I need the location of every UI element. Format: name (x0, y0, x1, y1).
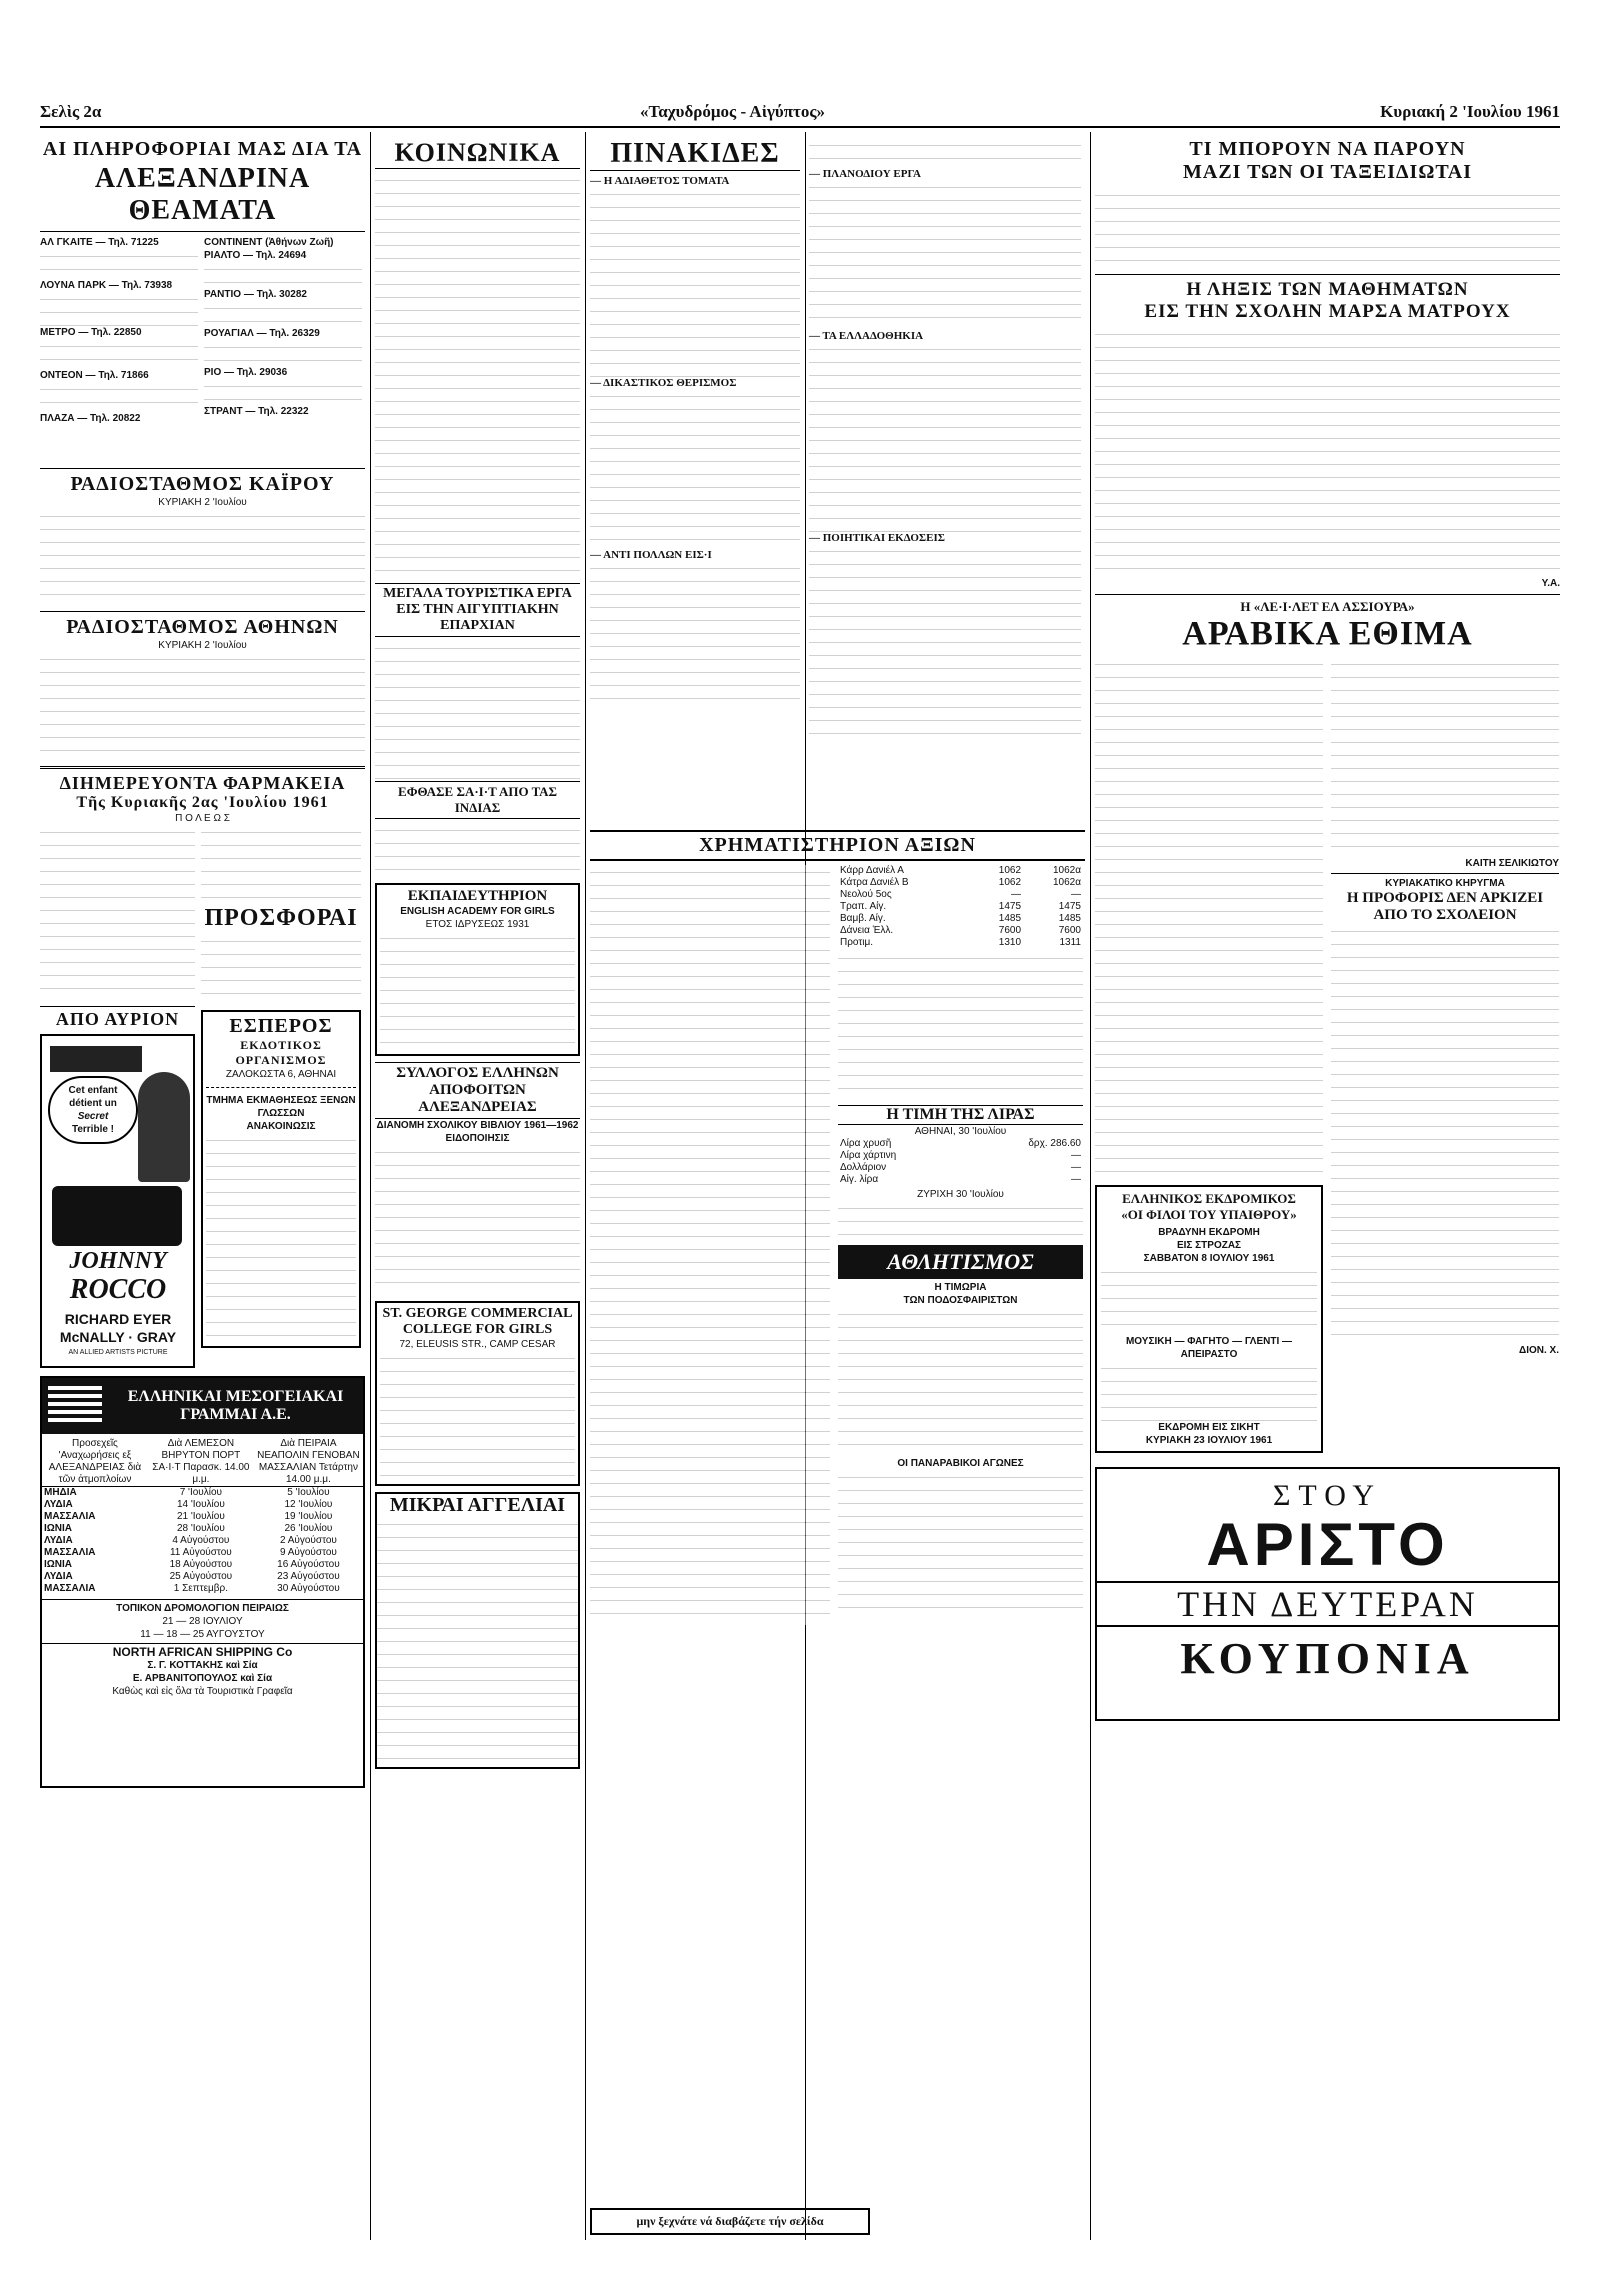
stock-row: Νεολού 5ος — — (840, 889, 1081, 900)
currency-row: Λίρα χάρτινη — (840, 1150, 1081, 1161)
newspaper-page (40, 40, 1560, 2240)
movie-cast: McNALLY · GRAY (59, 1329, 177, 1345)
theatre-heading-line2: ΑΛΕΞΑΝΔΡΙΝΑ ΘΕΑΜΑΤΑ (94, 163, 311, 226)
cinema-entry: ΡΟΥΑΓΙΑΛ — Τηλ. 26329 (204, 328, 320, 339)
radio-cairo-date: ΚΥΡΙΑΚΗ 2 'Ιουλίου (158, 497, 247, 508)
column-divider (1090, 132, 1091, 2240)
cinema-entry: ΑΛ ΓΚΑΙΤΕ — Τηλ. 71225 (40, 237, 159, 248)
syllogos-title: ΣΥΛΛΟΓΟΣ ΕΛΛΗΝΩΝ ΑΠΟΦΟΙΤΩΝ ΑΛΕΞΑΝΔΡΕΙΑΣ (375, 1062, 580, 1119)
cinema-list-left (40, 236, 198, 464)
shipping-row: ΛΥΔΙΑ 25 Αὐγούστου 23 Αὐγούστου (44, 1571, 340, 1582)
from-tomorrow-label: ΑΠΟ ΑΥΡΙΟΝ (40, 1006, 195, 1030)
flag-icon (48, 1386, 102, 1426)
column-entertainment (40, 132, 365, 2240)
shipping-row: ΛΥΔΙΑ 14 'Ιουλίου 12 'Ιουλίου (44, 1499, 333, 1510)
pinakides-heading: ΠΙΝΑΚΙΔΕΣ (590, 138, 800, 171)
article-author: ΚΑΙΤΗ ΣΕΛΙΚΙΩΤΟΥ (1465, 858, 1559, 869)
st-george-ad: ST. GEORGE COMMERCIAL COLLEGE FOR GIRLS 72, ELEUSIS STR., CAMP CESAR (375, 1301, 580, 1486)
classified-ads (375, 1492, 580, 1769)
travel-tips-title: ΤΙ ΜΠΟΡΟΥΝ ΝΑ ΠΑΡΟΥΝ (1189, 138, 1466, 160)
shipping-agent: Ε. ΑΡΒΑΝΙΤΟΠΟΥΛΟΣ καὶ Σία (132, 1673, 273, 1684)
sermon-text (1331, 924, 1559, 1344)
esperos-subtitle: ΕΚΔΟΤΙΚΟΣ ΟΡΓΑΝΙΣΜΟΣ (235, 1038, 327, 1067)
stock-row: Δάνεια Ἑλλ. 7600 7600 (840, 925, 1081, 936)
speech-bubble: Cet enfant détient un Secret Terrible ! (48, 1076, 138, 1144)
masthead-rule (40, 126, 1560, 128)
arabic-customs-text (1095, 657, 1323, 1177)
movie-title: ROCCO (69, 1274, 167, 1305)
local-route-title: ΤΟΠΙΚΟΝ ΔΡΟΜΟΛΟΓΙΟΝ ΠΕΙΡΑΙΩΣ (116, 1603, 289, 1614)
pharmacies-city: Π Ο Λ Ε Ω Σ (175, 813, 230, 824)
arabic-customs-title: ΑΡΑΒΙΚΑ ΕΘΙΜΑ (1182, 615, 1473, 652)
radio-athens-date: ΚΥΡΙΑΚΗ 2 'Ιουλίου (158, 640, 247, 651)
said-text (375, 823, 580, 877)
column-notes-right (805, 132, 1085, 822)
page-number: Σελὶς 2α (40, 102, 102, 121)
cinema-list-right (204, 236, 362, 464)
notes-section: — Η ΑΔΙΑΘΕΤΟΣ ΤΟΜΑΤΑ (590, 175, 730, 187)
stock-table (838, 865, 1083, 949)
currency-row: Αἰγ. λίρα — (840, 1174, 1081, 1185)
shipping-row: ΜΑΣΣΑΛΙΑ 21 'Ιουλίου 19 'Ιουλίου (44, 1511, 333, 1522)
levlet-kicker: Η «ΛΕ·Ι·ΛΕΤ ΕΛ ΑΣΣΙΟΥΡΑ» (1240, 599, 1415, 614)
shipping-row: ΙΩΝΙΑ 28 'Ιουλίου 26 'Ιουλίου (44, 1523, 333, 1534)
shipping-row: ΜΑΣΣΑΛΙΑ 11 Αὐγούστου 9 Αὐγούστου (44, 1547, 337, 1558)
shipping-ad: ΕΛΛΗΝΙΚΑΙ ΜΕΣΟΓΕΙΑΚΑΙ ΓΡΑΜΜΑΙ Α.Ε. Προσεχεῖς 'Αναχωρήσεις εξ ΑΛΕΞΑΝΔΡΕΙΑΣ διὰ τῶν ἀτμοπλοίων Διὰ ΛΕΜΕΣΟΝ ΒΗΡΥΤΟΝ ΠΟΡΤ ΣΑ·Ι·Τ Παρασκ. 14.00 μ.μ. Διὰ ΠΕΙΡΑΙΑ ΝΕΑΠΟΛΙΝ ΓΕΝΟΒΑΝ ΜΑΣΣΑΛΙΑΝ Τετάρτην 14.00 μ.μ. ΜΗΔΙΑ 7 'Ιουλίου 5 'Ιουλίου ΛΥΔΙΑ 14 'Ιουλίου 12 'Ιουλίου ΜΑΣΣΑΛΙΑ 21 'Ιουλίου 19 'Ιουλίου ΙΩΝΙΑ 28 'Ιουλίου 26 'Ιουλίου ΛΥΔΙΑ 4 Αὐγούστου 2 Αὐγούστου ΜΑΣΣΑΛΙΑ 11 Αὐγούστου 9 Αὐγούστου ΙΩΝΙΑ 18 Αὐγούστου 16 Αὐγούστου ΛΥΔΙΑ 25 Αὐγούστου 23 Αὐγούστου ΜΑΣΣΑΛΙΑ 1 Σεπτεμβρ. 30 Αὐγούστου ΤΟΠΙΚΟΝ ΔΡΟΜΟΛΟΓΙΟΝ ΠΕΙΡΑΙΩΣ 21 — 28 ΙΟΥΛΙΟΥ 11 — 18 — 25 ΑΥΓΟΥΣΤΟΥ NORTH AFRICAN SHIPPING Co Σ. Γ. ΚΟΤΤΑΚΗΣ καὶ Σία Ε. ΑΡΒΑΝΙΤΟΠΟΥΛΟΣ καὶ Σία Καθὼς καὶ εἰς ὅλα τὰ Τουριστικὰ Γραφεῖα (40, 1376, 365, 1788)
issue-date: Κυριακή 2 'Ιουλίου 1961 (1380, 102, 1560, 121)
shipping-row: ΜΑΣΣΑΛΙΑ 1 Σεπτεμβρ. 30 Αὐγούστου (44, 1583, 340, 1594)
aristo-ad: ΣΤΟΥ ΑΡΙΣΤΟ ΤΗΝ ΔΕΥΤΕΡΑΝ ΚΟΥΠΟΝΙΑ (1095, 1467, 1560, 1721)
stock-row: Κάρρ Δανιέλ Α 1062 1062α (840, 865, 1081, 876)
cinema-entry: ΡΑΝΤΙΟ — Τηλ. 30282 (204, 289, 307, 300)
pharmacy-list (201, 825, 361, 903)
esperos-title: ΕΣΠΕΡΟΣ (229, 1015, 333, 1037)
column-divider (370, 132, 371, 2240)
movie-cast: RICHARD EYER (64, 1311, 172, 1327)
shipping-header: ΕΛΛΗΝΙΚΑΙ ΜΕΣΟΓΕΙΑΚΑΙ ΓΡΑΜΜΑΙ Α.Ε. (42, 1378, 363, 1434)
radio-athens-schedule (40, 652, 365, 762)
shipping-row: ΙΩΝΙΑ 18 Αὐγούστου 16 Αὐγούστου (44, 1559, 340, 1570)
theatre-heading-line1: ΑΙ ΠΛΗΡΟΦΟΡΙΑΙ ΜΑΣ ΔΙΑ ΤΑ (42, 138, 363, 160)
shipping-agent: NORTH AFRICAN SHIPPING Co (112, 1645, 293, 1659)
esperos-text (206, 1133, 356, 1343)
cinema-entry: ΣΤΡΑΝΤ — Τηλ. 22322 (204, 406, 309, 417)
movie-ad-johnny-rocco (40, 1034, 195, 1368)
stock-list-left (590, 865, 830, 1625)
masthead (40, 102, 1560, 124)
cinema-entry: CONTINENT (Ἀθήνων Ζωῆ) (204, 237, 334, 248)
school-text (1095, 327, 1560, 577)
travel-tips-title: ΜΑΖΙ ΤΩΝ ΟΙ ΤΑΞΕΙΔΙΩΤΑΙ (1183, 161, 1472, 183)
article-signature: Υ.Α. (1541, 578, 1560, 589)
stock-row: Βαμβ. Αίγ. 1485 1485 (840, 913, 1081, 924)
stock-row: Τραπ. Αίγ. 1475 1475 (840, 901, 1081, 912)
shipping-row: ΜΗΔΙΑ 7 'Ιουλίου 5 'Ιουλίου (44, 1487, 330, 1498)
pharmacy-list (40, 825, 195, 1001)
notes-section: — ΠΟΙΗΤΙΚΑΙ ΕΚΔΟΣΕΙΣ (809, 532, 945, 544)
movie-title: JOHNNY (69, 1248, 167, 1274)
pharmacies-subtitle: Τῆς Κυριακῆς 2ας 'Ιουλίου 1961 (76, 794, 329, 811)
currency-row: Λίρα χρυσῆ δρχ. 286.60 (840, 1138, 1081, 1149)
esperos-ad (201, 1010, 361, 1348)
currency-table (838, 1138, 1083, 1186)
notes-section: — ΤΑ ΕΛΛΑΔΟΘΗΚΙΑ (809, 330, 924, 342)
stock-row: Προτιμ. 1310 1311 (840, 937, 1081, 948)
classified-title: ΜΙΚΡΑΙ ΑΓΓΕΛΙΑΙ (389, 1494, 566, 1516)
poster-figure (138, 1072, 190, 1182)
travel-tips-text (1095, 188, 1560, 270)
cinema-entry: ΛΟΥΝΑ ΠΑΡΚ — Τηλ. 73938 (40, 280, 173, 291)
column-features: ΤΙ ΜΠΟΡΟΥΝ ΝΑ ΠΑΡΟΥΝ ΜΑΖΙ ΤΩΝ ΟΙ ΤΑΞΕΙΔΙΩΤΑΙ Η ΛΗΞΙΣ ΤΩΝ ΜΑΘΗΜΑΤΩΝ ΕΙΣ ΤΗΝ ΣΧΟΛΗΝ ΜΑΡΣΑ ΜΑΤΡΟΥΧ Υ.Α. Η «ΛΕ·Ι·ΛΕΤ ΕΛ ΑΣΣΙΟΥΡΑ» ΑΡΑΒΙΚΑ ΕΘΙΜΑ ΕΛΛΗΝΙΚΟΣ ΕΚΔΡΟΜΙΚΟΣ «ΟΙ ΦΙΛΟΙ ΤΟΥ ΥΠΑΙΘΡΟΥ» ΒΡΑΔΥΝΗ ΕΚΔΡΟΜΗ ΕΙΣ ΣΤΡΟΖΑΣ ΣΑΒΒΑΤΟΝ 8 ΙΟΥΛΙΟΥ 1961 ΜΟΥΣΙΚΗ — ΦΑΓΗΤΟ — ΓΛΕΝΤΙ — ΑΠΕΙΡΑΣΤΟ ΕΚΔΡΟΜΗ ΕΙΣ ΣΙΚΗΤ ΚΥΡΙΑΚΗ 23 ΙΟΥΛΙΟΥ 1961 ΚΑΙΤΗ ΣΕΛΙΚΙΩΤΟΥ ΚΥΡΙΑΚΑΤΙΚΟ ΚΗΡΥΓΜΑ Η ΠΡΟΦΟΡΙΣ ΔΕΝ ΑΡΚΙΖΕΙ ΑΠΟ ΤΟ ΣΧΟΛΕΙΟΝ ΔΙΟΝ. Χ. ΣΤΟΥ ΑΡΙΣΤΟ ΤΗΝ ΔΕΥΤΕΡΑΝ ΚΟΥΠΟΝΙΑ (1095, 132, 1560, 2240)
tourism-text (375, 641, 580, 781)
cinema-entry: ΠΛΑΖΑ — Τηλ. 20822 (40, 413, 141, 424)
esperos-department: ΤΜΗΜΑ ΕΚΜΑΘΗΣΕΩΣ ΞΕΝΩΝ ΓΛΩΣΣΩΝ (206, 1095, 356, 1119)
prosfora-title: ΠΡΟΣΦΟΡΑΙ (204, 905, 358, 931)
newspaper-title: «Ταχυδρόμος - Αἰγύπτος» (640, 102, 826, 121)
poster-figure (52, 1186, 182, 1246)
notes-section: — ΑΝΤΙ ΠΟΛΛΩΝ ΕΙΣ·Ι (590, 549, 712, 561)
shipping-agent: Σ. Γ. ΚΟΤΤΑΚΗΣ καὶ Σία (147, 1660, 258, 1671)
currency-row: Δολλάριον — (840, 1162, 1081, 1173)
tourism-title: ΜΕΓΑΛΑ ΤΟΥΡΙΣΤΙΚΑ ΕΡΓΑ ΕΙΣ ΤΗΝ ΑΙΓΥΠΤΙΑΚΗΝ ΕΠΑΡΧΙΑΝ (375, 583, 580, 637)
cinema-entry: ΟΝΤΕΟΝ — Τηλ. 71866 (40, 370, 149, 381)
bottom-notice: μην ξεχνάτε νά διαβάζετε τήν σελίδα (590, 2208, 870, 2235)
sport-title: ΑΘΛΗΤΙΣΜΟΣ (838, 1245, 1083, 1279)
social-news-text (375, 173, 580, 583)
cinema-listings (40, 236, 365, 464)
english-academy-ad: ΕΚΠΑΙΔΕΥΤΗΡΙΟΝ ENGLISH ACADEMY FOR GIRLS ΕΤΟΣ ΙΔΡΥΣΕΩΣ 1931 (375, 883, 580, 1056)
shipping-row: ΛΥΔΙΑ 4 Αὐγούστου 2 Αὐγούστου (44, 1535, 337, 1546)
notes-section: — ΔΙΚΑΣΤΙΚΟΣ ΘΕΡΙΣΜΟΣ (590, 377, 737, 389)
movie-studio: AN ALLIED ARTISTS PICTURE (68, 1349, 168, 1356)
column-social: ΚΟΙΝΩΝΙΚΑ ΜΕΓΑΛΑ ΤΟΥΡΙΣΤΙΚΑ ΕΡΓΑ ΕΙΣ ΤΗΝ ΑΙΓΥΠΤΙΑΚΗΝ ΕΠΑΡΧΙΑΝ ΕΦΘΑΣΕ ΣΑ·Ι·Τ ΑΠΟ ΤΑΣ ΙΝΔΙΑΣ ΕΚΠΑΙΔΕΥΤΗΡΙΟΝ ENGLISH ACADEMY FOR GIRLS ΕΤΟΣ ΙΔΡΥΣΕΩΣ 1931 ΣΥΛΛΟΓΟΣ ΕΛΛΗΝΩΝ ΑΠΟΦΟΙΤΩΝ ΑΛΕΞΑΝΔΡΕΙΑΣ ΔΙΑΝΟΜΗ ΣΧΟΛΙΚΟΥ ΒΙΒΛΙΟΥ 1961—1962 ΕΙΔΟΠΟΙΗΣΙΣ ST. GEORGE COMMERCIAL COLLEGE FOR GIRLS 72, ELEUSIS STR., CAMP CESAR ΜΙΚΡΑΙ ΑΓΓΕΛΙΑΙ (375, 132, 580, 2240)
sermon-title: ΑΠΟ ΤΟ ΣΧΟΛΕΙΟΝ (1373, 907, 1517, 923)
shipping-table: Προσεχεῖς 'Αναχωρήσεις εξ ΑΛΕΞΑΝΔΡΕΙΑΣ διὰ τῶν ἀτμοπλοίων Διὰ ΛΕΜΕΣΟΝ ΒΗΡΥΤΟΝ ΠΟΡΤ ΣΑ·Ι·Τ Παρασκ. 14.00 μ.μ. Διὰ ΠΕΙΡΑΙΑ ΝΕΑΠΟΛΙΝ ΓΕΝΟΒΑΝ ΜΑΣΣΑΛΙΑΝ Τετάρτην 14.00 μ.μ. ΜΗΔΙΑ 7 'Ιουλίου 5 'Ιουλίου ΛΥΔΙΑ 14 'Ιουλίου 12 'Ιουλίου ΜΑΣΣΑΛΙΑ 21 'Ιουλίου 19 'Ιουλίου ΙΩΝΙΑ 28 'Ιουλίου 26 'Ιουλίου ΛΥΔΙΑ 4 Αὐγούστου 2 Αὐγούστου ΜΑΣΣΑΛΙΑ 11 Αὐγούστου 9 Αὐγούστου ΙΩΝΙΑ 18 Αὐγούστου 16 Αὐγούστου ΛΥΔΙΑ 25 Αὐγούστου 23 Αὐγούστου ΜΑΣΣΑΛΙΑ 1 Σεπτεμβρ. 30 Αὐγούστου (42, 1438, 363, 1595)
syllogos-text (375, 1145, 580, 1295)
sermon-title: Η ΠΡΟΦΟΡΙΣ ΔΕΝ ΑΡΚΙΖΕΙ (1346, 890, 1544, 906)
pharmacies-title: ΔΙΗΜΕΡΕΥΟΝΤΑ ΦΑΡΜΑΚΕΙΑ (59, 773, 346, 793)
excursion-ad: ΕΛΛΗΝΙΚΟΣ ΕΚΔΡΟΜΙΚΟΣ «ΟΙ ΦΙΛΟΙ ΤΟΥ ΥΠΑΙΘΡΟΥ» ΒΡΑΔΥΝΗ ΕΚΔΡΟΜΗ ΕΙΣ ΣΤΡΟΖΑΣ ΣΑΒΒΑΤΟΝ 8 ΙΟΥΛΙΟΥ 1961 ΜΟΥΣΙΚΗ — ΦΑΓΗΤΟ — ΓΛΕΝΤΙ — ΑΠΕΙΡΑΣΤΟ ΕΚΔΡΟΜΗ ΕΙΣ ΣΙΚΗΤ ΚΥΡΙΑΚΗ 23 ΙΟΥΛΙΟΥ 1961 (1095, 1185, 1323, 1453)
said-title: ΕΦΘΑΣΕ ΣΑ·Ι·Τ ΑΠΟ ΤΑΣ ΙΝΔΙΑΣ (375, 781, 580, 819)
radio-athens-title: ΡΑΔΙΟΣΤΑΘΜΟΣ ΑΘΗΝΩΝ (66, 616, 339, 638)
school-title: ΕΙΣ ΤΗΝ ΣΧΟΛΗΝ ΜΑΡΣΑ ΜΑΤΡΟΥΧ (1144, 301, 1511, 322)
stock-row: Κάτρα Δανιέλ Β 1062 1062α (840, 877, 1081, 888)
stock-exchange: ΧΡΗΜΑΤΙΣΤΗΡΙΟΝ ΑΞΙΩΝ Κάρρ Δανιέλ Α 1062 1062α Κάτρα Δανιέλ Β 1062 1062α Νεολού 5ος — — Τραπ. Αίγ. 1475 1475 Βαμβ. Αίγ. 1485 1485 Δάνεια Ἑλλ. 7600 7600 Προτιμ. 1310 1311 Η ΤΙΜΗ ΤΗΣ ΛΙΡΑΣ ΑΘΗΝΑΙ, 30 'Ιουλίου Λίρα χρυσῆ δρχ. 286.60 Λίρα χάρτινη — Δολλάριον — Αἰγ. λίρα — ΖΥΡΙΧΗ 30 'Ιουλίου ΑΘΛΗΤΙΣΜΟΣ Η ΤΙΜΩΡΙΑ ΤΩΝ ΠΟΔΟΣΦΑΙΡΙΣΤΩΝ ΟΙ ΠΑΝΑΡΑΒΙΚΟΙ ΑΓΩΝΕΣ (590, 830, 1085, 1625)
cinema-entry: ΡΙΑΛΤΟ — Τηλ. 24694 (204, 250, 307, 261)
koinonika-heading: ΚΟΙΝΩΝΙΚΑ (375, 138, 580, 169)
esperos-announcement: ΑΝΑΚΟΙΝΩΣΙΣ (246, 1121, 316, 1132)
notes-section: — ΠΛΑΝΟΔΙΟΥ ΕΡΓΑ (809, 168, 921, 180)
column-divider (585, 132, 586, 2240)
radio-cairo-title: ΡΑΔΙΟΣΤΑΘΜΟΣ ΚΑΪΡΟΥ (70, 473, 335, 495)
prosfora-text (201, 934, 361, 1004)
esperos-address: ΖΑΛΟΚΩΣΤΑ 6, ΑΘΗΝΑΙ (225, 1069, 337, 1080)
school-title: Η ΛΗΞΙΣ ΤΩΝ ΜΑΘΗΜΑΤΩΝ (1186, 279, 1469, 300)
shipping-footer: Καθὼς καὶ εἰς ὅλα τὰ Τουριστικὰ Γραφεῖα (112, 1686, 293, 1697)
currency-price-title: Η ΤΙΜΗ ΤΗΣ ΛΙΡΑΣ (838, 1105, 1083, 1125)
radio-cairo-schedule (40, 509, 365, 607)
stock-exchange-title: ΧΡΗΜΑΤΙΣΤΗΡΙΟΝ ΑΞΙΩΝ (590, 830, 1085, 861)
cinema-entry: ΜΕΤΡΟ — Τηλ. 22850 (40, 327, 142, 338)
cinema-entry: ΡΙΟ — Τηλ. 29036 (204, 367, 288, 378)
